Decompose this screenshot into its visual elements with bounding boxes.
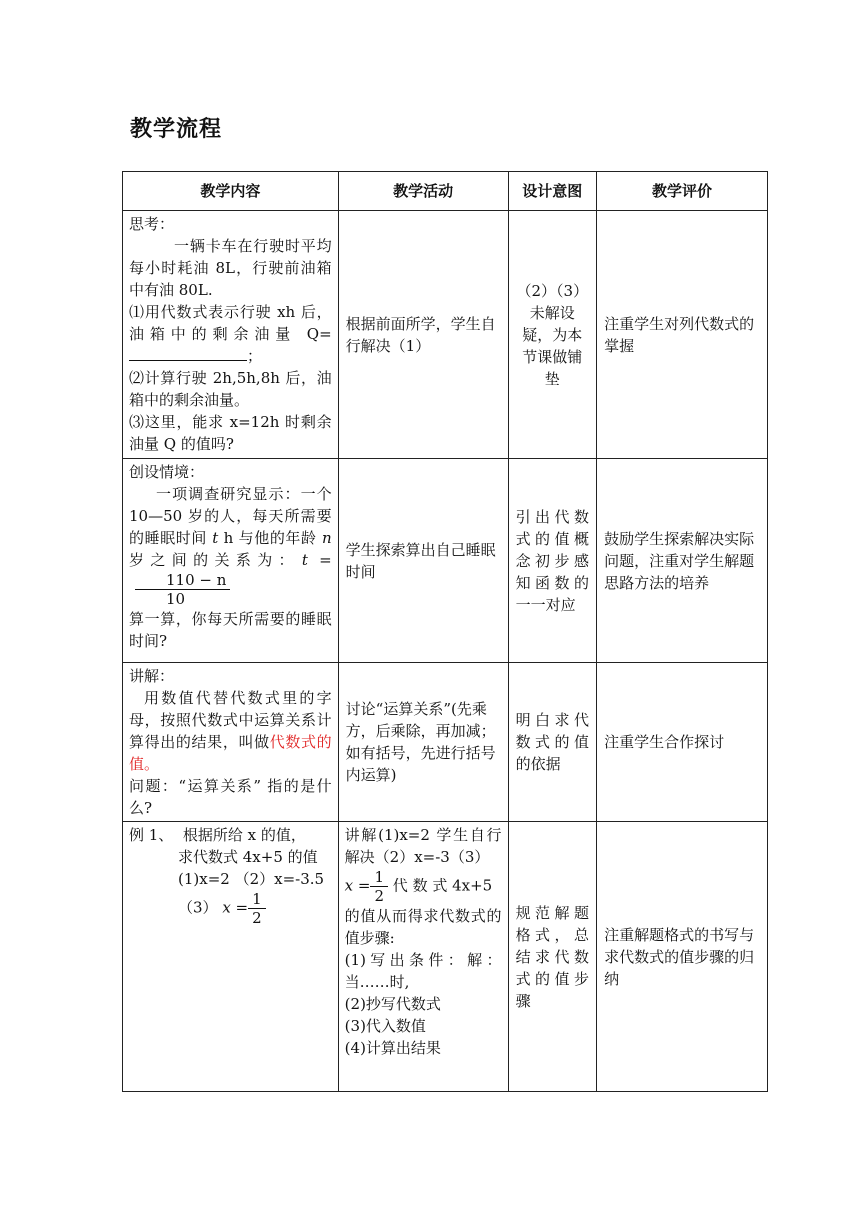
- row4-act1: 讲解(1)x=2 学生自行解决（2）x=-3（3）: [344, 826, 502, 866]
- row1-q2: ⑵计算行驶 2h,5h,8h 后，油箱中的剩余油量。: [129, 369, 332, 409]
- row3-para: [129, 687, 332, 775]
- row4-step4: (4)计算出结果: [344, 1039, 441, 1057]
- row3-evaluation: 注重学生合作探讨: [597, 663, 768, 822]
- var-t: t: [212, 529, 219, 547]
- row1-q3: ⑶这里，能求 x=12h 时剩余油量 Q 的值吗?: [129, 413, 332, 453]
- row1-activity: 根据前面所学，学生自行解决（1）: [338, 211, 508, 459]
- x-equals: x =: [222, 898, 249, 917]
- row4-step3: (3)代入数值: [344, 1017, 426, 1035]
- act-half-numerator: 1: [370, 868, 388, 887]
- row1-q1: [129, 301, 332, 367]
- act-half-denominator: 2: [374, 887, 385, 905]
- row2-evaluation: 鼓励学生探索解决实际问题，注重对学生解题思路方法的培养: [597, 459, 768, 663]
- table-row: [123, 663, 768, 822]
- row2-para2: 岁之间的关系为：: [129, 551, 300, 569]
- row4-step2: (2)抄写代数式: [344, 995, 441, 1013]
- header-content: 教学内容: [123, 172, 339, 211]
- row4-content: [123, 822, 339, 1092]
- example-label: 例 1、: [129, 826, 174, 844]
- teaching-flow-table: [122, 171, 768, 1092]
- row2-heading: 创设情境：: [129, 463, 205, 481]
- row2-para1: 一项调查研究显示：一个 10—50 岁的人，每天所需要的睡眠时间: [129, 485, 332, 547]
- act-half-fraction: [370, 868, 388, 905]
- row3-definition-highlight: 代数式的值。: [129, 733, 332, 773]
- example-item3-label: （3）: [178, 898, 218, 917]
- row4-act2-text: 代 数 式 4x+5: [392, 876, 493, 895]
- example-line1: [129, 824, 332, 846]
- act-x-equals: x =: [344, 876, 371, 895]
- header-intent: 设计意图: [508, 172, 597, 211]
- row4-evaluation: 注重解题格式的书写与求代数式的值步骤的归纳: [597, 822, 768, 1092]
- row2-para3: 算一算，你每天所需要的睡眠时间?: [129, 610, 332, 650]
- row2-activity: 学生探索算出自己睡眠时间: [338, 459, 508, 663]
- table-header-row: [123, 172, 768, 211]
- row4-act2: [345, 868, 502, 905]
- half-numerator: 1: [248, 890, 266, 909]
- row2-content: [123, 459, 339, 663]
- row4-intent: 规范解题格式，总结求代数式的值步骤: [508, 822, 597, 1092]
- row2-unit-h: h 与他的年龄: [223, 529, 317, 547]
- row1-content: [123, 211, 339, 459]
- row4-step1: (1)写出条件：解：当……时,: [344, 951, 502, 991]
- example-line2: 求代数式 4x+5 的值: [178, 848, 318, 866]
- answer-blank: [129, 346, 247, 361]
- row2-para: [129, 483, 332, 608]
- row1-q1-end: ；: [247, 347, 263, 365]
- row1-heading: 思考：: [129, 215, 175, 233]
- row3-heading: 讲解：: [129, 667, 175, 685]
- var-n: n: [321, 529, 332, 547]
- table-row: [123, 822, 768, 1092]
- header-evaluation: 教学评价: [597, 172, 768, 211]
- page-title: 教学流程: [130, 117, 223, 142]
- row3-definition: 用数值代替代数式里的字母，按照代数式中运算关系计算得出的结果，叫做: [129, 689, 332, 751]
- row1-intent: （2）（3）未解设疑，为本节课做铺垫: [508, 211, 597, 459]
- half-fraction: [248, 890, 266, 927]
- formula-denominator: 10: [166, 590, 186, 608]
- row1-para: 一辆卡车在行驶时平均每小时耗油 8L，行驶前油箱中有油 80L.: [129, 237, 332, 299]
- row1-evaluation: 注重学生对列代数式的掌握: [597, 211, 768, 459]
- table-row: [123, 459, 768, 663]
- row4-activity: [338, 822, 508, 1092]
- row2-intent: 引出代数式的值概念初步感知函数的一一对应: [508, 459, 597, 663]
- example-text1: 根据所给 x 的值，: [182, 826, 306, 844]
- example-line3: (1)x=2 （2）x=-3.5: [178, 870, 325, 888]
- formula-numerator: 110 − n: [135, 571, 230, 590]
- sleep-formula-fraction: [135, 571, 230, 608]
- row4-act3: 的值从而得求代数式的值步骤:: [344, 907, 502, 947]
- row3-question: 问题：“运算关系” 指的是什么?: [129, 777, 332, 817]
- formula-lhs: t =: [301, 551, 332, 569]
- row3-content: [123, 663, 339, 822]
- table-row: [123, 211, 768, 459]
- row1-q1-text: ⑴用代数式表示行驶 xh 后，油箱中的剩余油量 Q=: [129, 303, 332, 343]
- half-denominator: 2: [252, 909, 262, 927]
- header-activity: 教学活动: [338, 172, 508, 211]
- row3-activity: 讨论“运算关系”(先乘方，后乘除，再加减；如有括号，先进行括号内运算): [338, 663, 508, 822]
- row3-intent: 明白求代数式的值的依据: [508, 663, 597, 822]
- example-line4: [129, 890, 332, 927]
